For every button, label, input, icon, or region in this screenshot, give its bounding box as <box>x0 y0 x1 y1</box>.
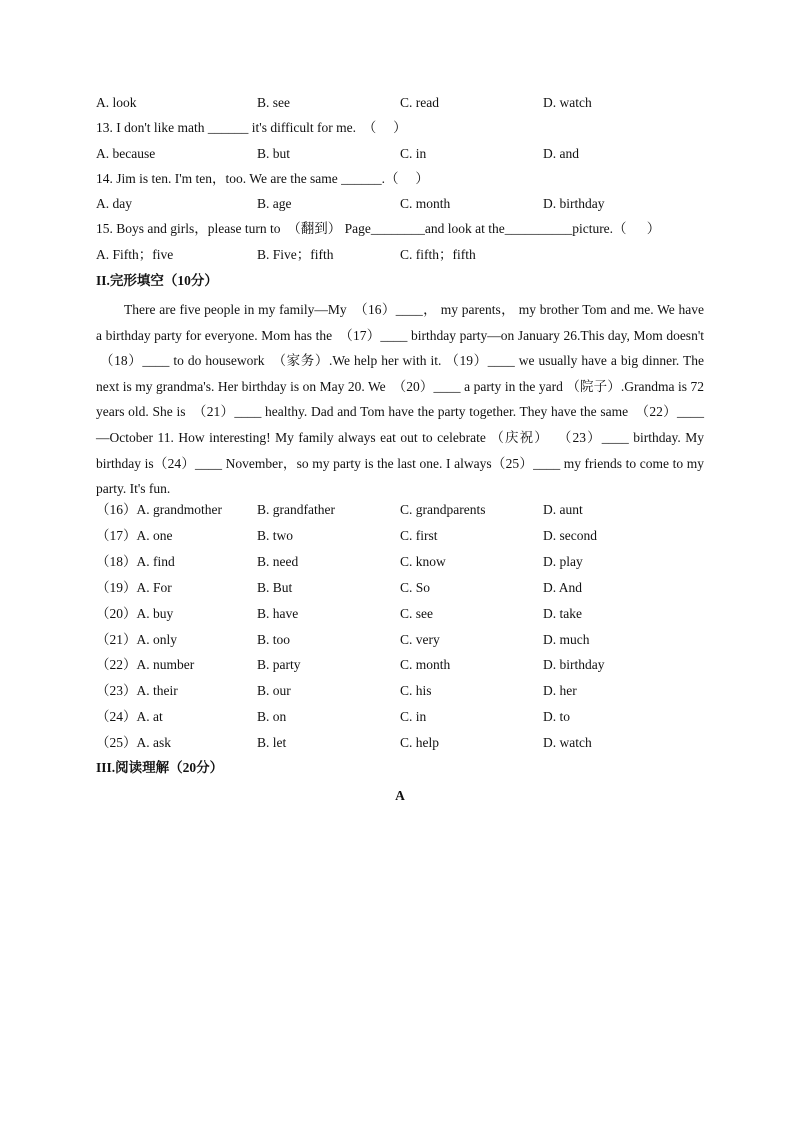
q21-option-d: D. much <box>543 632 590 647</box>
q14-option-a: A. day <box>96 196 132 211</box>
q24-option-b: B. on <box>257 709 287 724</box>
cloze-question-19 <box>96 577 704 599</box>
cloze-question-22 <box>96 654 704 676</box>
q15-text: 15. Boys and girls，please turn to （翻到） Page________and look at the__________picture.（ ） <box>96 221 661 236</box>
cloze-passage-text: There are five people in my family—My （16）____， my parents， my brother Tom and me. We have a birthday party for everyone. Mom has the （17）____ birthday party—on January 26.This day, Mom doesn't （18）____ to do housework （家务）.We help her with it. （19）____ we usually have a big dinner. The next is my grandma's. Her birthday is on May 20. We （20）____ a party in the yard （院子）.Grandma is 72 years old. She is （21）____ healthy. Dad and Tom have the party together. They have the same （22）____—October 11. How interesting! My family always eat out to celebrate （庆祝） （23）____ birthday. My birthday is（24）____ November，so my party is the last one. I always（25）____ my friends to come to my party. It's fun. <box>96 302 704 497</box>
q19-option-a: （19）A. For <box>96 580 172 595</box>
q18-option-a: （18）A. find <box>96 554 175 569</box>
q14-option-c: C. month <box>400 196 451 211</box>
cloze-question-18 <box>96 551 704 573</box>
q24-option-c: C. in <box>400 709 427 724</box>
q15-option-c: C. fifth；fifth <box>400 247 476 262</box>
q14-option-b: B. age <box>257 196 292 211</box>
cloze-question-16 <box>96 499 704 521</box>
q19-option-b: B. But <box>257 580 293 595</box>
q21-option-b: B. too <box>257 632 291 647</box>
q19-option-c: C. So <box>400 580 431 595</box>
q15-option-b: B. Five；fifth <box>257 247 334 262</box>
q16-option-a: （16）A. grandmother <box>96 502 222 517</box>
section-2-title: II.完形填空（10分） <box>96 273 218 288</box>
q12-option-b: B. see <box>257 95 290 110</box>
q14-text: 14. Jim is ten. I'm ten，too. We are the same ______.（ ） <box>96 171 429 186</box>
q13-text: 13. I don't like math ______ it's difficult for me. （ ） <box>96 120 407 135</box>
q15-option-a: A. Fifth；five <box>96 247 174 262</box>
q23-option-a: （23）A. their <box>96 683 178 698</box>
q17-option-c: C. first <box>400 528 438 543</box>
q14-question <box>96 168 704 190</box>
q24-option-d: D. to <box>543 709 570 724</box>
q13-options <box>96 143 704 165</box>
q23-option-b: B. our <box>257 683 291 698</box>
cloze-question-25 <box>96 732 704 754</box>
cloze-question-24 <box>96 706 704 728</box>
q16-option-d: D. aunt <box>543 502 583 517</box>
q22-option-d: D. birthday <box>543 657 605 672</box>
q21-option-a: （21）A. only <box>96 632 177 647</box>
q25-option-a: （25）A. ask <box>96 735 171 750</box>
cloze-question-20 <box>96 603 704 625</box>
q20-option-d: D. take <box>543 606 582 621</box>
q18-option-c: C. know <box>400 554 446 569</box>
q20-option-b: B. have <box>257 606 299 621</box>
q23-option-c: C. his <box>400 683 432 698</box>
q18-option-d: D. play <box>543 554 583 569</box>
q13-question <box>96 117 704 139</box>
section-3-title: III.阅读理解（20分） <box>96 760 224 775</box>
q22-option-c: C. month <box>400 657 451 672</box>
q20-option-c: C. see <box>400 606 433 621</box>
q16-option-c: C. grandparents <box>400 502 486 517</box>
reading-part-a-label: A <box>395 788 405 803</box>
cloze-question-23 <box>96 680 704 702</box>
cloze-question-17 <box>96 525 704 547</box>
q14-options <box>96 193 704 215</box>
q17-option-b: B. two <box>257 528 294 543</box>
q12-option-d: D. watch <box>543 95 592 110</box>
q18-option-b: B. need <box>257 554 299 569</box>
q13-option-b: B. but <box>257 146 291 161</box>
q25-option-b: B. let <box>257 735 287 750</box>
q13-option-a: A. because <box>96 146 156 161</box>
q22-option-b: B. party <box>257 657 301 672</box>
cloze-passage <box>96 297 704 502</box>
q24-option-a: （24）A. at <box>96 709 163 724</box>
q20-option-a: （20）A. buy <box>96 606 174 621</box>
q17-option-a: （17）A. one <box>96 528 173 543</box>
q16-option-b: B. grandfather <box>257 502 335 517</box>
q17-option-d: D. second <box>543 528 597 543</box>
cloze-question-21 <box>96 629 704 651</box>
q14-option-d: D. birthday <box>543 196 605 211</box>
q25-option-d: D. watch <box>543 735 592 750</box>
section-3-heading <box>96 757 704 779</box>
section-2-heading <box>96 270 704 292</box>
q12-option-c: C. read <box>400 95 439 110</box>
q13-option-d: D. and <box>543 146 579 161</box>
q12-option-a: A. look <box>96 95 137 110</box>
q15-options <box>96 244 704 266</box>
q25-option-c: C. help <box>400 735 439 750</box>
q12-options <box>96 92 704 114</box>
q13-option-c: C. in <box>400 146 427 161</box>
q23-option-d: D. her <box>543 683 577 698</box>
q21-option-c: C. very <box>400 632 440 647</box>
q22-option-a: （22）A. number <box>96 657 195 672</box>
q19-option-d: D. And <box>543 580 583 595</box>
q15-question <box>96 218 704 240</box>
